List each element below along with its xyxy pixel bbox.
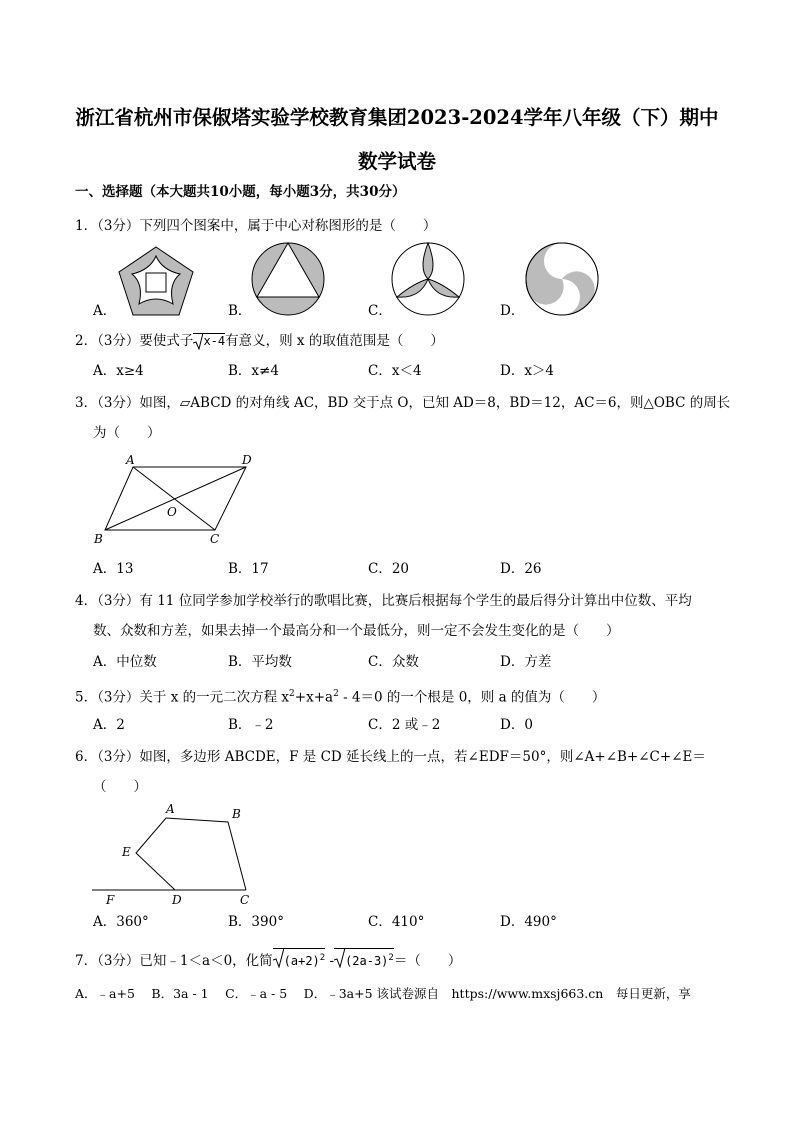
q2-stem: [75, 332, 444, 350]
q7-radical-2: [334, 948, 394, 970]
q5-stem: [75, 685, 605, 707]
q2-option-b: B．x≠4: [228, 363, 279, 379]
q6-label-c: C: [240, 893, 250, 907]
q6-stem-line2: （ ）: [93, 779, 147, 795]
q7-rad1: (a+2): [283, 954, 320, 968]
q6-label-b: B: [232, 807, 241, 821]
q6-option-a: A．360°: [93, 914, 149, 930]
q3-option-b: B．17: [228, 561, 269, 577]
q5-option-a: A．2: [93, 717, 125, 733]
q6-stem-line1: 6．（3分）如图，多边形 ABCDE，F 是 CD 延长线上的一点，若∠EDF＝50°，则∠A+∠B+∠C+∠E＝: [75, 749, 706, 765]
q1-option-b: B．: [228, 303, 252, 319]
q3-label-c: C: [210, 532, 220, 546]
q4-stem-line2: 数、众数和方差，如果去掉一个最高分和一个最低分，则一定不会发生变化的是（ ）: [93, 623, 620, 639]
q5-option-c: C．2 或﹣2: [368, 717, 441, 733]
q3-label-a: A: [126, 453, 135, 467]
q4-option-b: B．平均数: [228, 654, 292, 670]
q7-radical-1: [273, 948, 326, 970]
q1-option-d: D．: [500, 303, 525, 319]
q3-parallelogram-figure: [88, 452, 268, 546]
q5-stem-b: +x+a: [294, 689, 334, 706]
q5-option-b: B．﹣2: [228, 717, 274, 733]
q7-options-line: A．﹣a+5 B．3a - 1 C．﹣a - 5 D．﹣3a+5 该试卷源自 https://www.mxsj663.cn 每日更新，享: [75, 986, 691, 1001]
q3-stem-line2: 为（ ）: [93, 425, 161, 441]
paper-title-line1: 浙江省杭州市保俶塔实验学校教育集团2023-2024学年八年级（下）期中: [75, 106, 719, 129]
q4-option-a: A．中位数: [93, 654, 157, 670]
q5-stem-c: - 4＝0 的一个根是 0，则 a 的值为（ ）: [338, 689, 606, 706]
q3-stem-line1: 3．（3分）如图，▱ABCD 的对角线 AC，BD 交于点 O，已知 AD＝8，BD＝12，AC＝6，则△OBC 的周长: [75, 395, 731, 411]
q1-figure-d-triskelion: [524, 241, 600, 317]
q6-polygon-figure: [88, 798, 263, 908]
q2-option-a: A．x≥4: [93, 363, 144, 379]
q2-stem-b: 有意义，则 x 的取值范围是（ ）: [225, 333, 444, 349]
q3-option-d: D．26: [500, 561, 542, 577]
q5-option-d: D．0: [500, 717, 533, 733]
q1-option-c: C．: [368, 303, 392, 319]
q1-figure-b-triangle-in-circle: [250, 241, 326, 317]
q5-stem-a: 5．（3分）关于 x 的一元二次方程 x: [75, 689, 290, 706]
q2-stem-a: 2．（3分）要使式子: [75, 333, 194, 349]
q7-stem-b: ＝（ ）: [393, 953, 462, 969]
q2-radical: [193, 333, 225, 349]
q1-figure-a-pentagon: [118, 244, 198, 320]
q7-rad2-sup: 2: [388, 953, 394, 963]
q6-option-d: D．490°: [500, 914, 557, 930]
q6-option-c: C．410°: [368, 914, 425, 930]
q3-label-b: B: [94, 532, 103, 546]
q3-option-a: A．13: [93, 561, 134, 577]
q7-rad2: (2a-3): [345, 954, 389, 968]
q1-figure-c-three-petals: [390, 241, 466, 317]
q7-stem-a: 7．（3分）已知﹣1＜a＜0，化简: [75, 953, 273, 969]
q6-label-a: A: [166, 802, 175, 816]
q6-label-e: E: [122, 845, 131, 859]
q4-option-d: D．方差: [500, 654, 552, 670]
q6-option-b: B．390°: [228, 914, 284, 930]
q3-label-o: O: [167, 505, 177, 519]
q4-stem-line1: 4．（3分）有 11 位同学参加学校举行的歌唱比赛，比赛后根据每个学生的最后得分计算出中位数、平均: [75, 593, 692, 609]
q5-sup1: 2: [289, 689, 295, 699]
paper-title-line2: 数学试卷: [357, 150, 436, 173]
q1-stem: 1．（3分）下列四个图案中，属于中心对称图形的是（ ）: [75, 218, 437, 234]
q7-rad1-sup: 2: [319, 953, 326, 963]
q3-option-c: C．20: [368, 561, 410, 577]
q4-option-c: C．众数: [368, 654, 419, 670]
q2-option-d: D．x＞4: [500, 363, 555, 379]
q1-option-a: A．: [93, 303, 117, 319]
q7-stem: [75, 948, 461, 970]
q7-minus: -: [325, 953, 335, 969]
q2-radicand: x-4: [203, 334, 226, 348]
q2-option-c: C．x＜4: [368, 363, 422, 379]
q6-label-d: D: [172, 893, 182, 907]
section-heading-choice: 一、选择题（本大题共10小题，每小题3分，共30分）: [75, 184, 406, 200]
q5-sup2: 2: [333, 689, 339, 699]
q6-label-f: F: [106, 893, 115, 907]
q3-label-d: D: [242, 453, 252, 467]
